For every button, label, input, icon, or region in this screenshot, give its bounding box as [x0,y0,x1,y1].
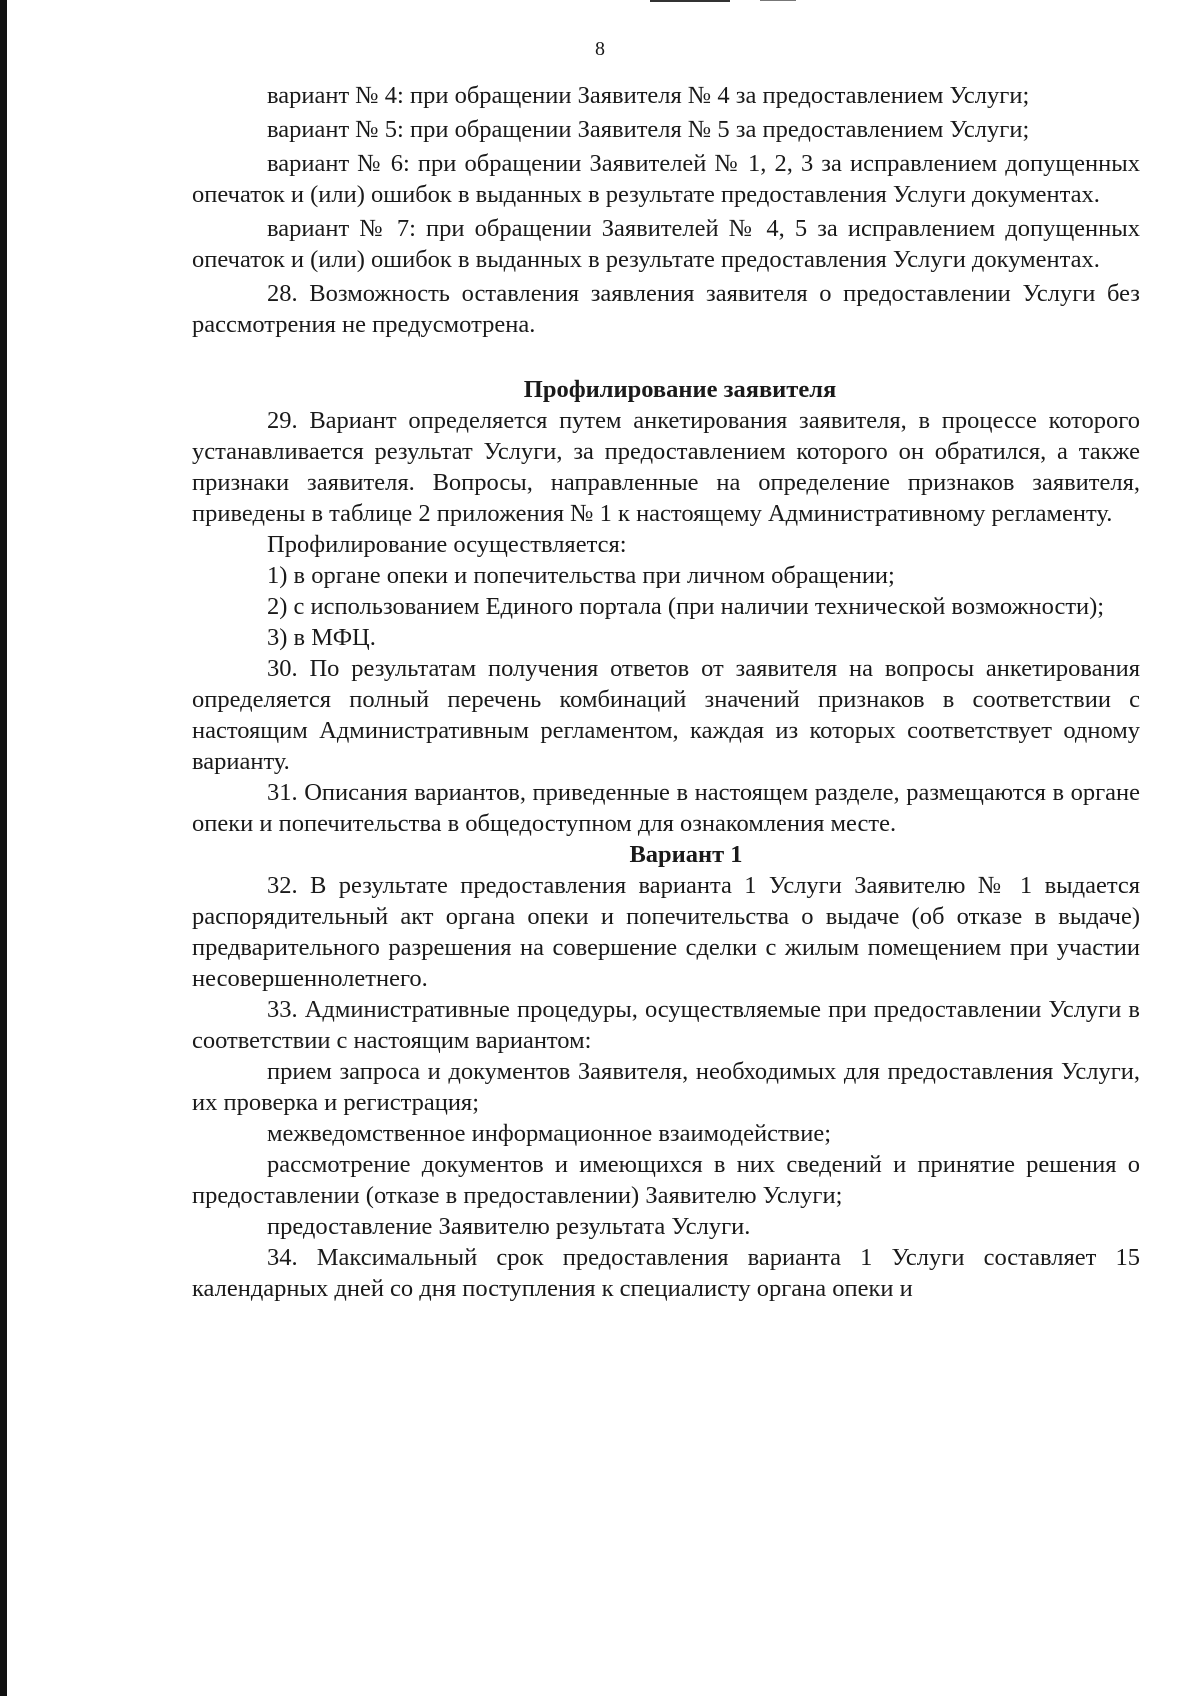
section-heading-variant: Вариант 1 [629,841,743,868]
paragraph: 33. Административные процедуры, осуществляемые при предоставлении Услуги в соответствии с настоящим вариантом: [192,996,1140,1054]
scan-mark [650,0,730,2]
paragraph: вариант № 6: при обращении Заявителей № 1, 2, 3 за исправлением допущенных опечаток и (или) ошибок в выданных в результате предоставления Услуги документах. [192,150,1140,208]
paragraph: вариант № 7: при обращении Заявителей № 4, 5 за исправлением допущенных опечаток и (или) ошибок в выданных в результате предоставления Услуги документах. [192,215,1140,273]
paragraph: Профилирование осуществляется: [267,531,627,558]
section-heading-profile: Профилирование заявителя [523,376,837,403]
paragraph: 30. По результатам получения ответов от заявителя на вопросы анкетирования определяется полный перечень комбинаций значений признаков в соответствии с настоящим Административным регламентом, каждая из которых соответствует одному варианту. [192,655,1140,775]
paragraph: 32. В результате предоставления варианта 1 Услуги Заявителю № 1 выдается распорядительный акт органа опеки и попечительства о выдаче (об отказе в выдаче) предварительного разрешения на совершение сделки с жилым помещением при участии несовершеннолетнего. [192,872,1140,992]
document-body [192,80,1140,1304]
list-item: прием запроса и документов Заявителя, необходимых для предоставления Услуги, их проверка и регистрация; [192,1058,1140,1116]
paragraph: 28. Возможность оставления заявления заявителя о предоставлении Услуги без рассмотрения не предусмотрена. [192,280,1140,338]
list-item: предоставление Заявителю результата Услуги. [267,1213,751,1240]
list-item: рассмотрение документов и имеющихся в них сведений и принятие решения о предоставлении (отказе в предоставлении) Заявителю Услуги; [192,1151,1140,1209]
list-item: 3) в МФЦ. [267,624,376,651]
paragraph: вариант № 4: при обращении Заявителя № 4 за предоставлением Услуги; [267,82,1030,109]
scan-edge [0,0,7,1696]
list-item: межведомственное информационное взаимодействие; [267,1120,832,1147]
paragraph: вариант № 5: при обращении Заявителя № 5 за предоставлением Услуги; [267,116,1030,143]
list-item: 2) с использованием Единого портала (при наличии технической возможности); [267,593,1105,620]
paragraph: 29. Вариант определяется путем анкетирования заявителя, в процессе которого устанавливается результат Услуги, за предоставлением которого он обратился, а также признаки заявителя. Вопросы, направленные на определение признаков заявителя, приведены в таблице 2 приложения № 1 к настоящему Административному регламенту. [192,407,1140,527]
paragraph: 31. Описания вариантов, приведенные в настоящем разделе, размещаются в органе опеки и попечительства в общедоступном для ознакомления месте. [192,779,1140,837]
list-item: 1) в органе опеки и попечительства при личном обращении; [267,562,895,589]
page-number: 8 [595,38,605,60]
scan-mark [760,0,796,1]
paragraph: 34. Максимальный срок предоставления варианта 1 Услуги составляет 15 календарных дней со дня поступления к специалисту органа опеки и [192,1244,1140,1302]
